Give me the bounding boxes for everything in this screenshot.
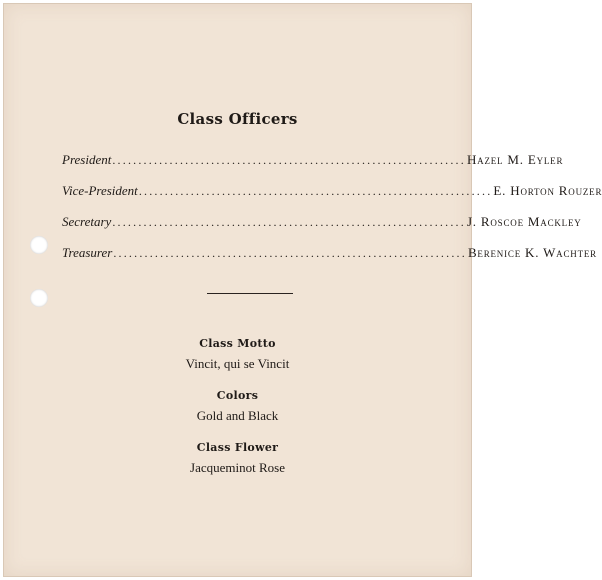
officer-row-treasurer xyxy=(62,245,597,276)
colors-heading: Colors xyxy=(216,389,259,402)
officer-name: E. Horton Rouzer xyxy=(493,183,602,198)
officer-role: Vice-President xyxy=(62,183,138,198)
class-motto-section xyxy=(4,337,471,372)
colors-section xyxy=(4,389,471,424)
officer-row-secretary xyxy=(62,214,582,245)
punch-hole-upper xyxy=(30,236,48,254)
colors-value: Gold and Black xyxy=(196,408,279,423)
class-motto-heading: Class Motto xyxy=(199,337,276,350)
officer-role: Secretary xyxy=(62,214,112,229)
punch-hole-lower xyxy=(30,289,48,307)
leader-dots: .................................................................... xyxy=(112,215,466,229)
program-page xyxy=(3,3,602,577)
class-flower-value: Jacqueminot Rose xyxy=(190,460,285,475)
class-motto-value: Vincit, qui se Vincit xyxy=(185,356,290,371)
officer-row-vice-president xyxy=(62,183,602,214)
officer-role: Treasurer xyxy=(62,245,113,260)
officers-list xyxy=(62,152,602,276)
leader-dots: .................................................................... xyxy=(112,153,466,167)
section-divider xyxy=(207,293,293,294)
class-flower-section xyxy=(4,441,471,476)
officer-name: Berenice K. Wachter xyxy=(467,245,597,260)
leader-dots: .................................................................... xyxy=(113,246,467,260)
page-title: Class Officers xyxy=(177,110,298,128)
officer-name: Hazel M. Eyler xyxy=(466,152,564,167)
officer-name: J. Roscoe Mackley xyxy=(466,214,582,229)
officer-row-president xyxy=(62,152,564,183)
leader-dots: .................................................................... xyxy=(138,184,493,198)
class-flower-heading: Class Flower xyxy=(196,441,279,454)
officer-role: President xyxy=(62,152,112,167)
